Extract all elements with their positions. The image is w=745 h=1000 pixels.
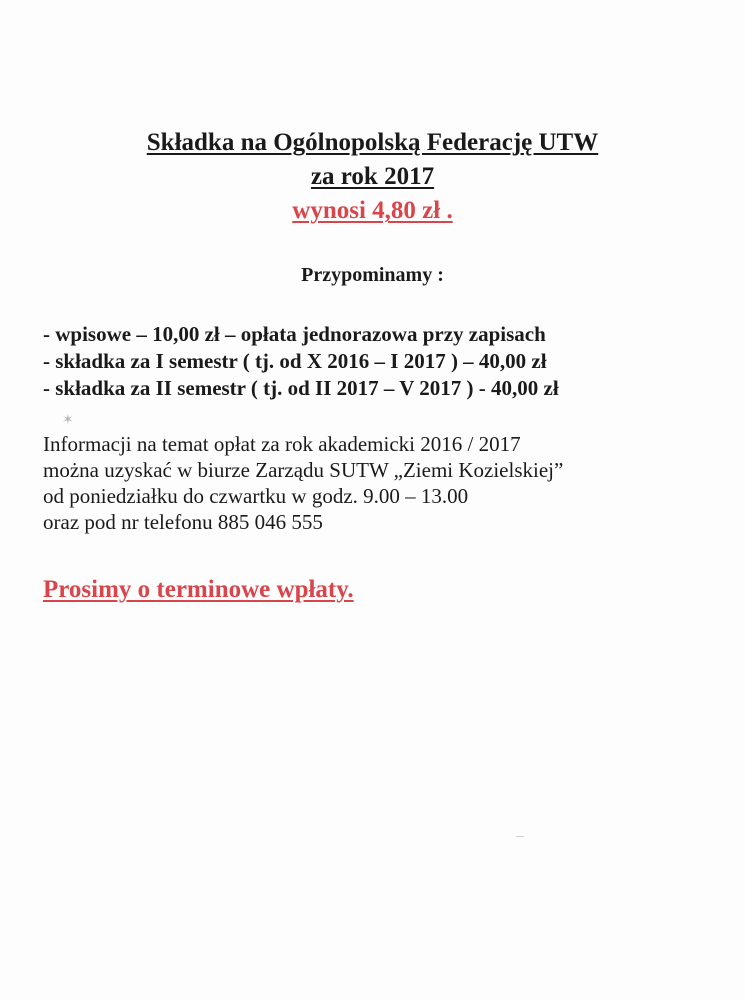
fee-item-semester-2: - składka za II semestr ( tj. od II 2017 – V 2017 ) - 40,00 zł	[43, 376, 559, 400]
scan-speck-icon: ✶	[62, 412, 74, 428]
info-line: można uzyskać w biurze Zarządu SUTW „Ziemi Kozielskiej”	[43, 458, 564, 482]
closing-request: Prosimy o terminowe wpłaty.	[43, 576, 354, 603]
reminder-heading: Przypominamy :	[301, 264, 444, 286]
fee-amount-line: wynosi 4,80 zł .	[292, 197, 453, 224]
fee-item-semester-1: - składka za I semestr ( tj. od X 2016 – I 2017 ) – 40,00 zł	[43, 349, 547, 373]
title-line-1: Składka na Ogólnopolską Federację UTW	[146, 129, 599, 156]
info-paragraph	[43, 431, 723, 535]
info-line: Informacji na temat opłat za rok akademicki 2016 / 2017	[43, 432, 521, 456]
fee-item-entry: - wpisowe – 10,00 zł – opłata jednorazowa przy zapisach	[43, 322, 546, 346]
scan-mark	[516, 836, 524, 837]
title-line-2: za rok 2017	[310, 163, 435, 190]
info-line: od poniedziałku do czwartku w godz. 9.00 – 13.00	[43, 484, 469, 508]
title-block	[0, 126, 745, 228]
fee-list	[43, 321, 723, 402]
info-line: oraz pod nr telefonu 885 046 555	[43, 510, 323, 534]
